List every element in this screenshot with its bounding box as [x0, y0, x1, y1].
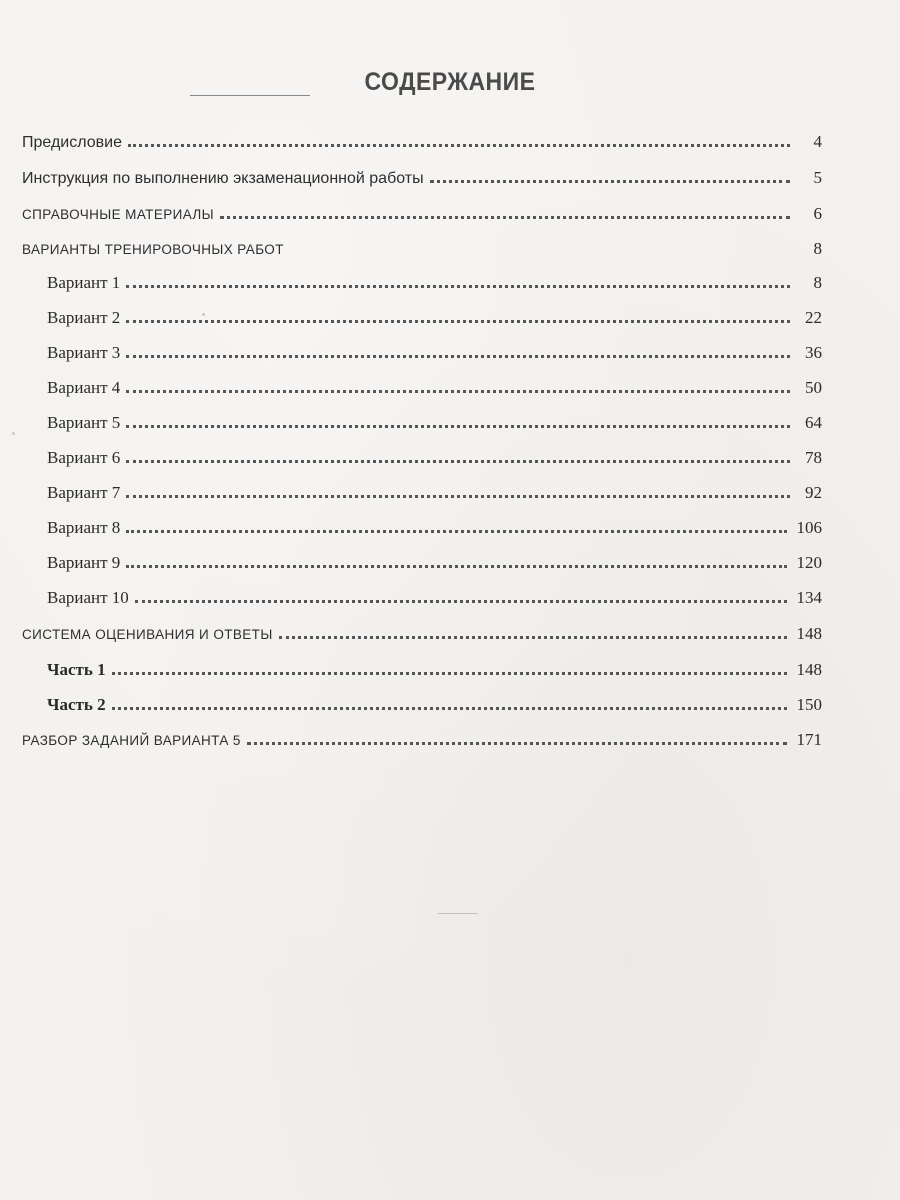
leader-dots — [126, 354, 790, 358]
toc-entry-variant-6 — [47, 448, 822, 472]
leader-dots — [128, 143, 790, 147]
toc-entry-page: 171 — [796, 730, 822, 749]
toc-entry-label: Вариант 10 — [47, 588, 129, 607]
toc-entry-page: 4 — [813, 132, 822, 151]
toc-entry-page: 64 — [805, 413, 822, 432]
toc-entry-page: 120 — [796, 553, 822, 572]
toc-entry-variant-8 — [47, 518, 822, 542]
toc-entry-page: 134 — [796, 588, 822, 607]
toc-entry-label: Часть 2 — [47, 695, 106, 714]
toc-entry-label: Вариант 8 — [47, 518, 121, 537]
toc-entry-reference-materials — [22, 204, 822, 228]
leader-dots — [126, 389, 790, 393]
toc-entry-variant-5 — [47, 413, 822, 437]
toc-entry-label: Вариант 2 — [47, 308, 121, 327]
toc-entry-page: 6 — [813, 204, 822, 223]
toc-entry-label: СПРАВОЧНЫЕ МАТЕРИАЛЫ — [22, 207, 215, 222]
toc-entry-variant-9 — [47, 553, 822, 577]
toc-entry-label: Вариант 5 — [47, 413, 121, 432]
toc-entry-variant-10 — [47, 588, 822, 612]
toc-entry-label: Предисловие — [22, 134, 122, 151]
toc-entry-variant-5-analysis — [22, 730, 822, 754]
toc-entry-variant-7 — [47, 483, 822, 507]
paper-speck — [438, 913, 478, 914]
leader-dots — [126, 494, 790, 498]
toc-entry-page: 8 — [813, 273, 822, 292]
toc-entry-page: 148 — [796, 624, 822, 643]
page-title: СОДЕРЖАНИЕ — [364, 68, 536, 96]
leader-dots — [126, 284, 790, 288]
leader-dots — [220, 215, 790, 219]
paper-speck — [202, 313, 205, 316]
toc-entry-page: 92 — [805, 483, 822, 502]
toc-entry-page: 5 — [813, 168, 822, 187]
paper-speck — [12, 432, 15, 435]
leader-dots — [126, 424, 790, 428]
toc-entry-grading-answers — [22, 624, 822, 648]
toc-entry-label: ВАРИАНТЫ ТРЕНИРОВОЧНЫХ РАБОТ — [22, 242, 284, 257]
toc-entry-label: Часть 1 — [47, 660, 106, 679]
toc-entry-variant-3 — [47, 343, 822, 367]
toc-entry-preface — [22, 132, 822, 156]
toc-entry-page: 22 — [805, 308, 822, 327]
toc-entry-part-1 — [47, 660, 822, 684]
toc-entry-label: Вариант 4 — [47, 378, 121, 397]
toc-entry-training-variants — [22, 239, 822, 263]
leader-dots — [247, 741, 787, 745]
toc-entry-variant-2 — [47, 308, 822, 332]
leader-dots — [126, 529, 786, 533]
toc-entry-label: Вариант 6 — [47, 448, 121, 467]
toc-entry-label: Вариант 3 — [47, 343, 121, 362]
toc-entry-label: Инструкция по выполнению экзаменационной работы — [22, 170, 424, 187]
leader-dots — [126, 319, 790, 323]
toc-entry-label: РАЗБОР ЗАДАНИЙ ВАРИАНТА 5 — [22, 733, 241, 748]
leader-dots — [430, 179, 790, 183]
toc-entry-page: 150 — [796, 695, 822, 714]
leader-dots — [126, 459, 790, 463]
toc-entry-page: 78 — [805, 448, 822, 467]
toc-entry-label: СИСТЕМА ОЦЕНИВАНИЯ И ОТВЕТЫ — [22, 627, 273, 642]
leader-dots — [279, 635, 787, 639]
toc-entry-variant-1 — [47, 273, 822, 297]
leader-dots — [135, 599, 787, 603]
toc-entry-page: 148 — [796, 660, 822, 679]
toc-entry-page: 106 — [796, 518, 822, 537]
leader-dots — [290, 250, 790, 254]
toc-entry-instructions — [22, 168, 822, 192]
toc-entry-part-2 — [47, 695, 822, 719]
leader-dots — [126, 564, 786, 568]
toc-entry-page: 8 — [813, 239, 822, 258]
toc-entry-label: Вариант 9 — [47, 553, 121, 572]
toc-entry-page: 36 — [805, 343, 822, 362]
toc-entry-variant-4 — [47, 378, 822, 402]
toc-entry-page: 50 — [805, 378, 822, 397]
toc-entry-label: Вариант 7 — [47, 483, 121, 502]
leader-dots — [112, 671, 787, 675]
leader-dots — [112, 706, 787, 710]
toc-entry-label: Вариант 1 — [47, 273, 121, 292]
